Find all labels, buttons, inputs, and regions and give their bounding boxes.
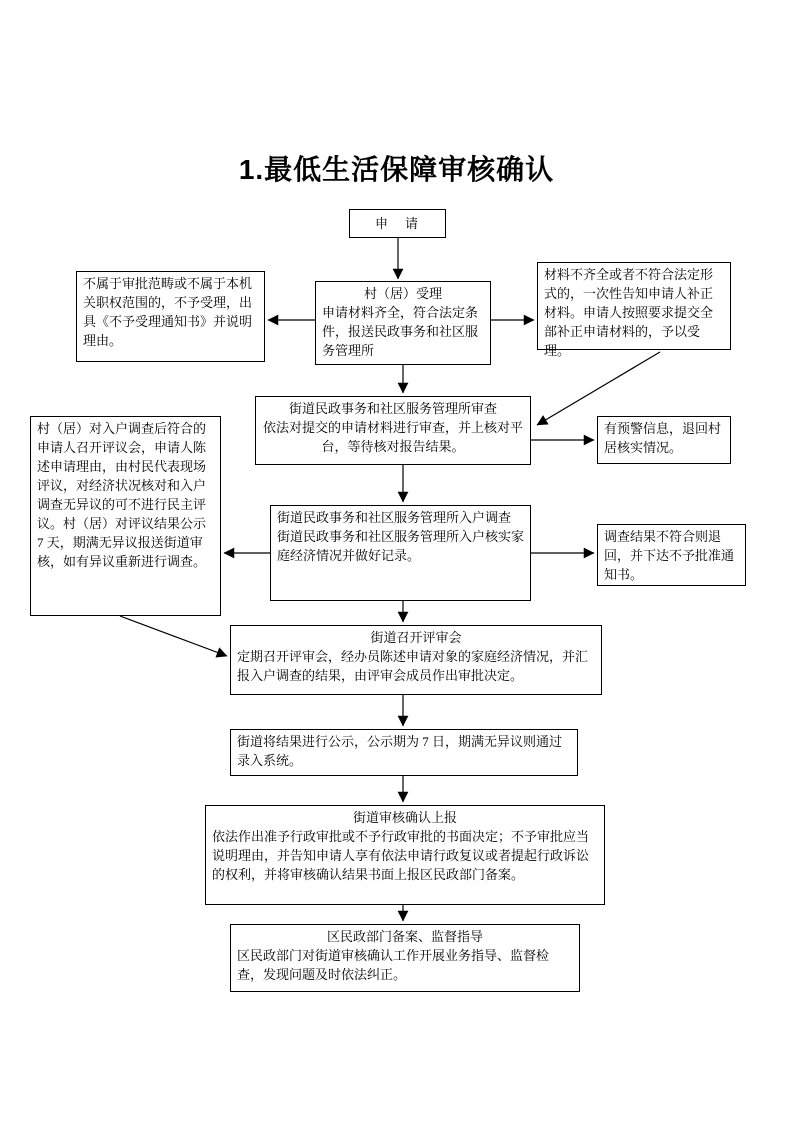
node-household-survey-body: 街道民政事务和社区服务管理所入户核实家庭经济情况并做好记录。 [277,529,525,563]
node-publicity-body: 街道将结果进行公示，公示期为 7 日，期满无异议则通过录入系统。 [237,734,563,768]
node-incomplete-materials [537,262,731,358]
node-street-confirm-report-title: 街道审核确认上报 [352,810,457,825]
node-apply-title: 申 请 [374,216,420,231]
node-street-review-body: 依法对提交的申请材料进行审查，并上核对平台，等待核对报告结果。 [262,420,523,454]
node-district-record-title: 区民政部门备案、监督指导 [326,929,483,944]
node-district-record-body: 区民政部门对街道审核确认工作开展业务指导、监督检查，发现问题及时依法纠正。 [237,948,550,982]
node-warning-return-body: 有预警信息，退回村居核实情况。 [604,421,722,455]
node-review-meeting [230,625,602,695]
node-reject-notice-body: 不属于审批范畴或不属于本机关职权范围的，不予受理，出具《不予受理通知书》并说明理由。 [83,276,253,348]
node-street-review [255,396,531,465]
node-apply [349,209,446,238]
node-review-meeting-body: 定期召开评审会，经办员陈述申请对象的家庭经济情况，并汇报入户调查的结果，由评审会成员作出审批决定。 [237,649,589,683]
node-village-accept [315,281,491,365]
node-reject-notice [76,271,265,362]
arrow-incomplete-to-review [537,352,660,425]
node-review-meeting-title: 街道召开评审会 [370,630,462,645]
node-village-accept-title: 村（居）受理 [363,286,442,301]
node-street-review-title: 街道民政事务和社区服务管理所审查 [288,401,497,416]
node-publicity [230,729,578,776]
node-survey-fail [597,524,746,586]
node-street-confirm-report [205,805,605,905]
node-village-accept-body: 申请材料齐全，符合法定条件，报送民政事务和社区服务管理所 [322,305,479,358]
page-title: 1.最低生活保障审核确认 [238,154,555,185]
node-district-record [230,924,580,992]
node-survey-fail-body: 调查结果不符合则退回，并下达不予批准通知书。 [604,529,735,582]
node-household-survey-title: 街道民政事务和社区服务管理所入户调查 [277,510,512,525]
node-warning-return [597,416,731,464]
node-village-appraisal [30,416,221,616]
node-household-survey [270,505,531,601]
node-street-confirm-report-body: 依法作出准予行政审批或不予行政审批的书面决定；不予审批应当说明理由，并告知申请人享有依法申请行政复议或者提起行政诉讼的权利，并将审核确认结果书面上报区民政部门备案。 [212,829,590,882]
node-incomplete-materials-body: 材料不齐全或者不符合法定形式的，一次性告知申请人补正材料。申请人按照要求提交全部补正申请材料的，予以受理。 [544,267,714,358]
node-village-appraisal-body: 村（居）对入户调查后符合的申请人召开评议会，申请人陈述申请理由，由村民代表现场评议，对经济状况核对和入户调查无异议的可不进行民主评议。村（居）对评议结果公示 7 天，期满无异议报送街道审核，如有异议重新进行调查。 [37,421,207,569]
arrow-appraisal-to-meeting [120,616,227,656]
